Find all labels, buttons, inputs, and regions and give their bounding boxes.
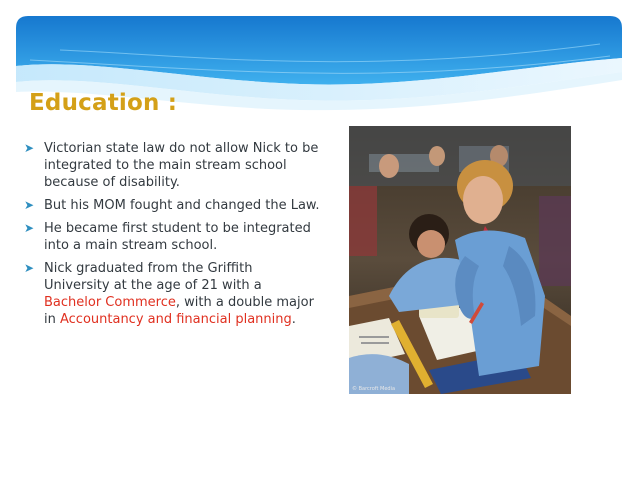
- slide-title: Education :: [29, 90, 178, 116]
- bullet-item: [22, 260, 322, 328]
- bullet-text-pre: Nick graduated from the Griffith University at the age of 21 with a: [44, 261, 262, 293]
- arrow-bullet-icon: ➤: [24, 221, 35, 235]
- highlight-degree: Bachelor Commerce: [44, 295, 176, 310]
- highlight-major: Accountancy and financial planning: [59, 312, 292, 327]
- bullet-text-post: .: [291, 312, 296, 327]
- bullet-item: [22, 197, 322, 214]
- bullet-text: Victorian state law do not allow Nick to be integrated to the main stream school because of disability.: [44, 141, 319, 190]
- bullet-text-mid: , with a double major in: [44, 295, 314, 327]
- bullet-text: But his MOM fought and changed the Law.: [44, 198, 320, 213]
- bullet-item: [22, 140, 322, 191]
- arrow-bullet-icon: ➤: [24, 261, 35, 275]
- classroom-photo: [349, 126, 571, 394]
- arrow-bullet-icon: ➤: [24, 198, 35, 212]
- bullet-list: [22, 140, 322, 334]
- photo-credit: © Barcroft Media: [352, 386, 396, 392]
- bullet-text: He became first student to be integrated into a main stream school.: [44, 221, 311, 253]
- arrow-bullet-icon: ➤: [24, 141, 35, 155]
- bullet-item: [22, 220, 322, 254]
